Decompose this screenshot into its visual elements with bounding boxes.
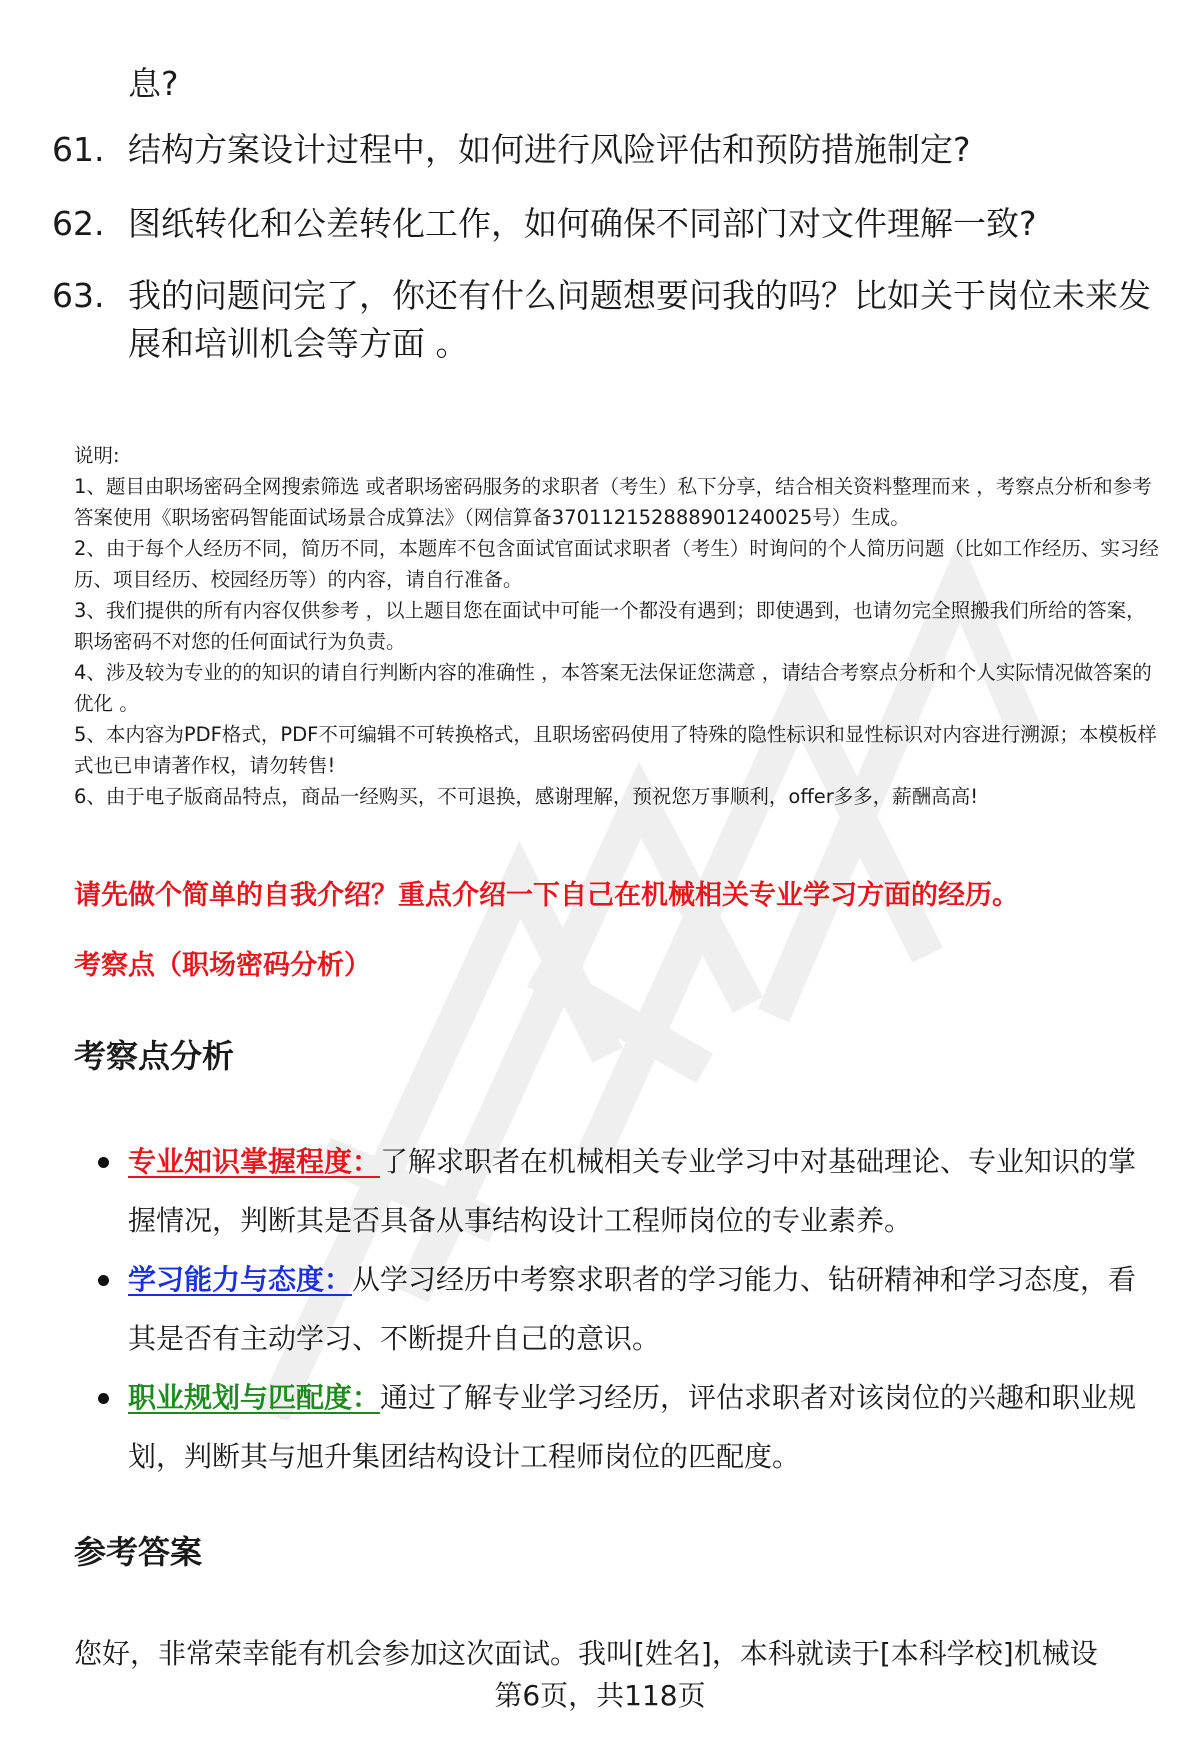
question-item-61 [52,124,1152,176]
question-continuation: 息? [128,64,179,103]
question-text: 结构方案设计过程中，如何进行风险评估和预防措施制定? [128,130,971,169]
bullet-icon [98,1393,109,1404]
bullet-icon [98,1275,109,1286]
page-number: 第6页，共118页 [494,1679,706,1712]
analysis-point-text: 通过了解专业学习经历，评估求职者对该岗位的兴趣和职业规划，判断其与旭升集团结构设计工程师岗位的匹配度。 [128,1381,1137,1473]
analysis-point [96,1132,1156,1250]
analysis-point [96,1368,1156,1486]
bullet-icon [98,1157,109,1168]
analysis-subtitle: 考察点（职场密码分析） [74,950,371,981]
question-number: 63. [52,276,105,315]
analysis-point [96,1250,1156,1368]
note-item: 3、我们提供的所有内容仅供参考 ，以上题目您在面试中可能一个都没有遇到；即使遇到，也请勿完全照搬我们所给的答案，职场密码不对您的任何面试行为负责。 [74,599,1146,653]
notes-section [74,440,1164,812]
analysis-heading: 考察点分析 [74,1037,235,1075]
note-item: 2、由于每个人经历不同，简历不同，本题库不包含面试官面试求职者（考生）时询问的个人简历问题（比如工作经历、实习经历、项目经历、校园经历等）的内容，请自行准备。 [74,537,1159,591]
question-item-62 [52,198,1152,250]
question-number: 61. [52,130,105,169]
question-text: 图纸转化和公差转化工作，如何确保不同部门对文件理解一致? [128,204,1037,243]
analysis-point-key: 专业知识掌握程度： [128,1145,381,1178]
analysis-point-text: 从学习经历中考察求职者的学习能力、钻研精神和学习态度，看其是否有主动学习、不断提升自己的意识。 [128,1263,1137,1355]
note-item: 6、由于电子版商品特点，商品一经购买，不可退换，感谢理解，预祝您万事顺利，offer多多，薪酬高高! [74,785,979,808]
answer-heading: 参考答案 [74,1533,203,1571]
note-item: 1、题目由职场密码全网搜索筛选 或者职场密码服务的求职者（考生）私下分享，结合相关资料整理而来 ，考察点分析和参考答案使用《职场密码智能面试场景合成算法》（网信算备370112152888901240025号）生成。 [74,475,1152,529]
main-question: 请先做个简单的自我介绍？重点介绍一下自己在机械相关专业学习方面的经历。 [74,880,1019,911]
analysis-point-key: 职业规划与匹配度： [128,1381,381,1414]
analysis-point-key: 学习能力与态度： [128,1263,353,1296]
question-text: 我的问题问完了，你还有什么问题想要问我的吗？比如关于岗位未来发展和培训机会等方面 。 [128,276,1151,363]
question-number: 62. [52,204,105,243]
answer-text: 您好，非常荣幸能有机会参加这次面试。我叫[姓名]，本科就读于[本科学校]机械设 [74,1637,1098,1670]
note-item: 4、涉及较为专业的的知识的请自行判断内容的准确性 ，本答案无法保证您满意 ，请结合考察点分析和个人实际情况做答案的优化 。 [74,661,1152,715]
notes-title: 说明: [74,444,120,467]
note-item: 5、本内容为PDF格式，PDF不可编辑不可转换格式，且职场密码使用了特殊的隐性标识和显性标识对内容进行溯源；本模板样式也已申请著作权，请勿转售! [74,723,1157,777]
analysis-point-text: 了解求职者在机械相关专业学习中对基础理论、专业知识的掌握情况，判断其是否具备从事结构设计工程师岗位的专业素养。 [128,1145,1137,1237]
analysis-points-list [96,1132,1156,1486]
question-item-63 [52,272,1152,368]
